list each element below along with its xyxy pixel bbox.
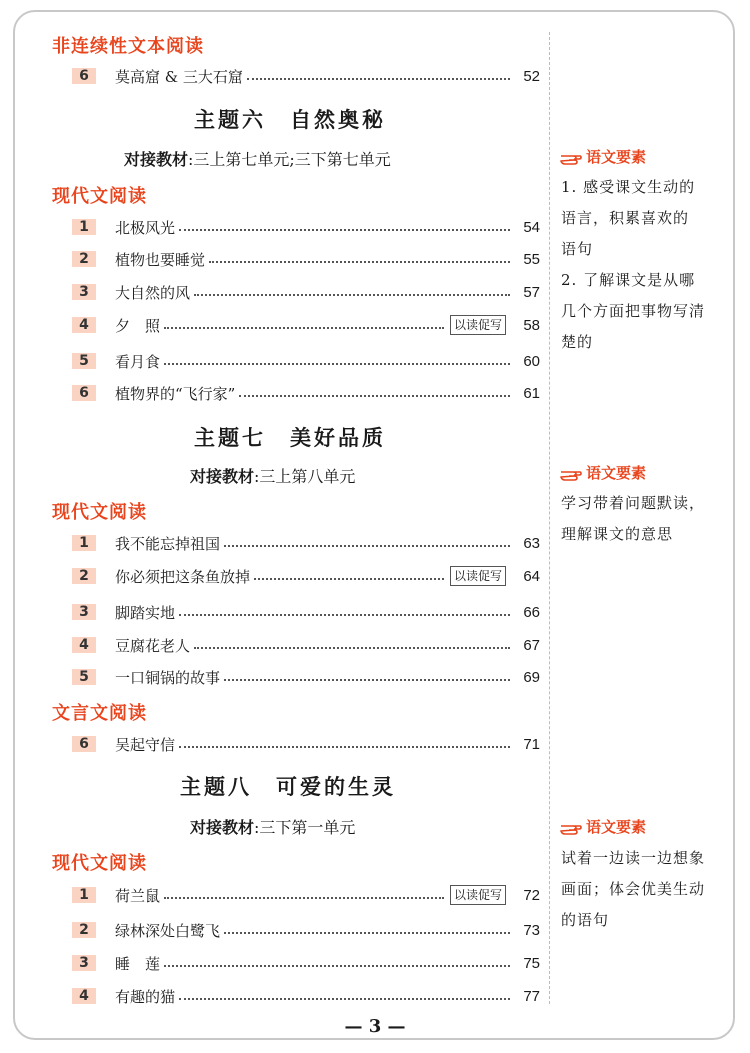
entry-page: 60 (523, 352, 540, 370)
side-note-line: 学习带着问题默读， (561, 494, 706, 512)
leader-dots (194, 647, 510, 649)
side-note-title (560, 816, 646, 837)
toc-entry[interactable] (72, 600, 540, 624)
toc-entry[interactable] (72, 280, 540, 304)
toc-entry[interactable] (72, 883, 540, 907)
entry-title: 莫高窟 & 三大石窟 (115, 67, 243, 86)
entry-number: 1 (72, 535, 96, 551)
leader-dots (164, 363, 510, 365)
textbook-value: :三下第一单元 (254, 818, 356, 837)
side-note-title-text: 语文要素 (586, 148, 647, 166)
entry-number: 2 (72, 251, 96, 267)
pointing-hand-icon (560, 149, 582, 165)
read-to-write-tag: 以读促写 (450, 566, 506, 586)
leader-dots (179, 229, 510, 231)
section-heading-modern: 现代文阅读 (52, 853, 147, 874)
entry-page: 57 (523, 283, 540, 301)
toc-entry[interactable] (72, 215, 540, 239)
textbook-line (190, 464, 355, 487)
toc-entry[interactable] (72, 349, 540, 373)
entry-page: 54 (523, 218, 540, 236)
theme-title: 主题八 可爱的生灵 (180, 775, 396, 799)
entry-title: 植物也要睡觉 (115, 250, 206, 269)
entry-number: 4 (72, 988, 96, 1004)
leader-dots (164, 965, 510, 967)
entry-page: 58 (523, 316, 540, 334)
textbook-value: :三上第七单元;三下第七单元 (188, 150, 391, 169)
side-note-title-text: 语文要素 (586, 464, 647, 482)
textbook-label: 对接教材 (124, 150, 189, 169)
entry-page: 64 (523, 567, 540, 585)
toc-entry[interactable] (72, 313, 540, 337)
entry-number: 1 (72, 887, 96, 903)
pointing-hand-icon (560, 819, 582, 835)
toc-entry[interactable] (72, 531, 540, 555)
toc-entry[interactable] (72, 984, 540, 1008)
side-note-body (561, 172, 705, 358)
side-note-line: 画面；体会优美生动 (561, 880, 706, 898)
entry-number: 1 (72, 219, 96, 235)
entry-number: 6 (72, 68, 96, 84)
theme-title: 主题七 美好品质 (194, 426, 386, 450)
entry-page: 52 (523, 67, 540, 85)
entry-title: 北极风光 (115, 218, 176, 237)
textbook-line (124, 147, 391, 170)
toc-entry[interactable] (72, 381, 540, 405)
entry-page: 66 (523, 603, 540, 621)
side-note-line: 语句 (561, 240, 594, 258)
entry-number: 5 (72, 669, 96, 685)
side-note-line: 几个方面把事物写清 (561, 302, 706, 320)
page-number: — 3 — (344, 1016, 406, 1037)
side-note-body (561, 843, 705, 936)
leader-dots (164, 327, 444, 329)
leader-dots (194, 294, 510, 296)
entry-number: 4 (72, 317, 96, 333)
leader-dots (179, 998, 510, 1000)
leader-dots (247, 78, 510, 80)
toc-entry[interactable] (72, 665, 540, 689)
entry-number: 3 (72, 955, 96, 971)
entry-title: 你必须把这条鱼放掉 (115, 567, 251, 586)
textbook-label: 对接教材 (190, 467, 255, 486)
leader-dots (224, 932, 510, 934)
side-note-line: 的语句 (561, 911, 610, 929)
side-note-line: 语言，积累喜欢的 (561, 209, 690, 227)
entry-number: 2 (72, 568, 96, 584)
entry-title: 睡 莲 (115, 954, 161, 973)
entry-title: 看月食 (115, 352, 161, 371)
side-note-line: 试着一边读一边想象 (561, 849, 706, 867)
entry-title: 植物界的“飞行家” (115, 384, 236, 403)
entry-title: 豆腐花老人 (115, 636, 191, 655)
toc-entry[interactable] (72, 64, 540, 88)
entry-title: 大自然的风 (115, 283, 191, 302)
entry-number: 2 (72, 922, 96, 938)
side-note-line: 2. 了解课文是从哪 (561, 271, 696, 289)
entry-page: 55 (523, 250, 540, 268)
entry-page: 71 (523, 735, 540, 753)
leader-dots (254, 578, 444, 580)
read-to-write-tag: 以读促写 (450, 885, 506, 905)
leader-dots (164, 897, 444, 899)
entry-page: 72 (523, 886, 540, 904)
leader-dots (224, 679, 510, 681)
entry-title: 脚踏实地 (115, 603, 176, 622)
read-to-write-tag: 以读促写 (450, 315, 506, 335)
side-note-title (560, 462, 646, 483)
entry-page: 67 (523, 636, 540, 654)
toc-entry[interactable] (72, 247, 540, 271)
toc-entry[interactable] (72, 564, 540, 588)
entry-title: 夕 照 (115, 316, 161, 335)
section-heading-modern: 现代文阅读 (52, 186, 147, 207)
entry-title: 荷兰鼠 (115, 886, 161, 905)
toc-entry[interactable] (72, 918, 540, 942)
entry-page: 69 (523, 668, 540, 686)
section-heading-modern: 现代文阅读 (52, 502, 147, 523)
entry-page: 63 (523, 534, 540, 552)
entry-page: 77 (523, 987, 540, 1005)
side-note-line: 理解课文的意思 (561, 525, 674, 543)
side-note-title-text: 语文要素 (586, 818, 647, 836)
toc-entry[interactable] (72, 732, 540, 756)
textbook-value: :三上第八单元 (254, 467, 356, 486)
toc-entry[interactable] (72, 633, 540, 657)
side-note-title (560, 146, 646, 167)
toc-entry[interactable] (72, 951, 540, 975)
textbook-label: 对接教材 (190, 818, 255, 837)
section-heading-classical: 文言文阅读 (52, 703, 147, 724)
section-heading-noncontinuous: 非连续性文本阅读 (52, 36, 204, 57)
textbook-line (190, 815, 355, 838)
side-note-body (561, 488, 705, 550)
entry-number: 6 (72, 736, 96, 752)
leader-dots (179, 746, 510, 748)
entry-number: 3 (72, 604, 96, 620)
side-note-line: 楚的 (561, 333, 594, 351)
leader-dots (209, 261, 510, 263)
entry-number: 4 (72, 637, 96, 653)
entry-title: 我不能忘掉祖国 (115, 534, 221, 553)
leader-dots (239, 395, 510, 397)
entry-page: 61 (523, 384, 540, 402)
column-divider (549, 32, 550, 1004)
entry-title: 有趣的猫 (115, 987, 176, 1006)
entry-number: 6 (72, 385, 96, 401)
entry-title: 绿林深处白鹭飞 (115, 921, 221, 940)
leader-dots (224, 545, 510, 547)
entry-number: 3 (72, 284, 96, 300)
entry-title: 吴起守信 (115, 735, 176, 754)
side-note-line: 1. 感受课文生动的 (561, 178, 696, 196)
entry-page: 75 (523, 954, 540, 972)
entry-number: 5 (72, 353, 96, 369)
entry-title: 一口铜锅的故事 (115, 668, 221, 687)
theme-title: 主题六 自然奥秘 (194, 108, 386, 132)
entry-page: 73 (523, 921, 540, 939)
pointing-hand-icon (560, 465, 582, 481)
leader-dots (179, 614, 510, 616)
